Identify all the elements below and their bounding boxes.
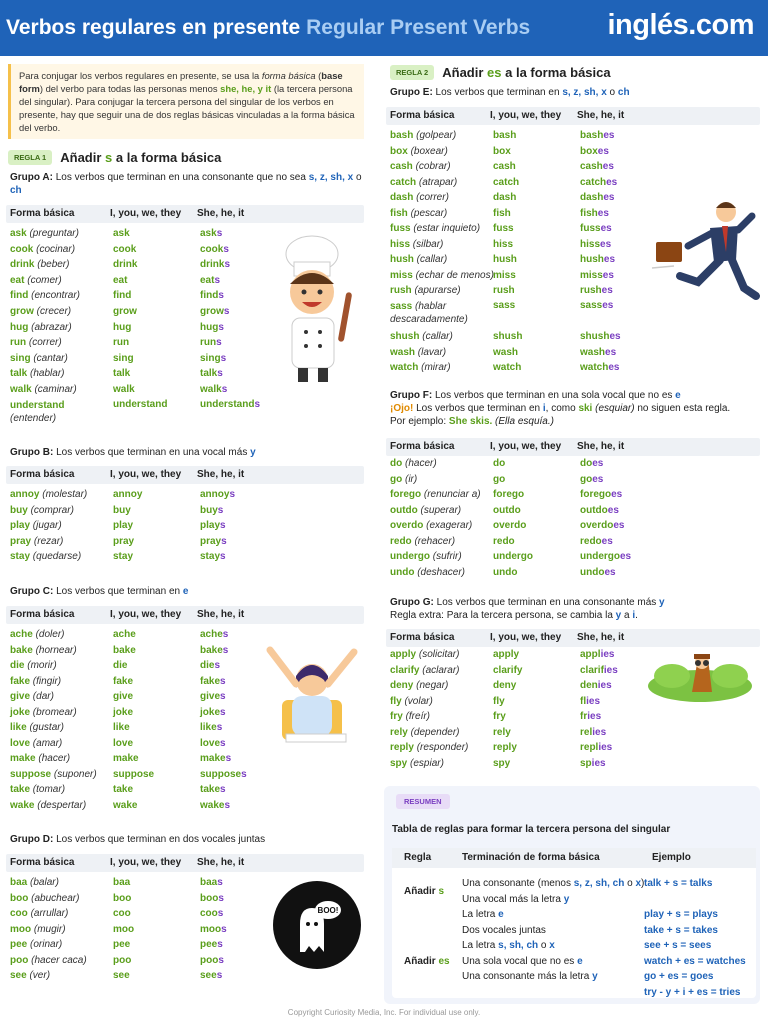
ghost-speech-bubble: BOO!	[317, 906, 339, 915]
table-row: rely (depender) rely relies	[390, 726, 607, 738]
summary-table-header: Regla Terminación de forma básica Ejemplo	[392, 848, 756, 868]
table-row: ask (preguntar) ask asks	[10, 228, 223, 239]
table-row: do (hacer) do does	[390, 458, 604, 469]
summary-endings: Una consonante (menos s, z, sh, ch o x) Una vocal más la letra y La letra e Dos vocales juntas La letra s, sh, ch o x Una sola vocal que no es e Una consonante más la letra y	[462, 878, 645, 982]
summary-badge: RESUMEN	[396, 794, 450, 809]
group-a-description: Grupo A: Los verbos que terminan en una consonante que no sea s, z, sh, x o ch	[10, 172, 362, 196]
group-g-description: Grupo G: Los verbos que terminan en una consonante más y Regla extra: Para la tercera persona, se cambia la y a i.	[390, 597, 665, 621]
group-b-description: Grupo B: Los verbos que terminan en una vocal más y	[10, 447, 256, 458]
group-b-table-header: Forma básica I, you, we, they She, he, it	[6, 466, 364, 484]
summary-rule-es: Añadir es	[404, 956, 450, 967]
table-row: bash (golpear) bash bashes	[390, 130, 615, 141]
table-row: joke (bromear) joke jokes	[10, 706, 226, 718]
table-row: undergo (sufrir) undergo undergoes	[390, 551, 632, 562]
group-e-table-header: Forma básica I, you, we, they She, he, it	[386, 107, 760, 125]
table-row: see (ver) see sees	[10, 970, 223, 981]
table-row: watch (mirar) watch watches	[390, 362, 620, 373]
table-row: undo (deshacer) undo undoes	[390, 566, 616, 578]
table-row: annoy (molestar) annoy annoys	[10, 489, 236, 500]
group-f-table-header: Forma básica I, you, we, they She, he, it	[386, 438, 760, 456]
table-row: spy (espiar) spy spies	[390, 757, 606, 769]
table-row: suppose (suponer) suppose supposes	[10, 768, 247, 780]
group-g-table-header: Forma básica I, you, we, they She, he, it	[386, 629, 760, 647]
table-row: outdo (superar) outdo outdoes	[390, 504, 619, 516]
table-row: deny (negar) deny denies	[390, 680, 612, 691]
table-row: give (dar) give gives	[10, 691, 226, 702]
table-row: hug (abrazar) hug hugs	[10, 321, 224, 333]
table-row: buy (comprar) buy buys	[10, 504, 224, 516]
table-row: sing (cantar) sing sings	[10, 352, 227, 364]
table-row: cash (cobrar) cash cashes	[390, 161, 614, 172]
table-row: fly (volar) fly flies	[390, 695, 601, 707]
group-e-description: Grupo E: Los verbos que terminan en s, z, sh, x o ch	[390, 87, 630, 98]
table-row: drink (beber) drink drinks	[10, 259, 231, 271]
table-row: clarify (aclarar) clarify clarifies	[390, 664, 618, 676]
table-row: hush (callar) hush hushes	[390, 254, 616, 265]
table-row: fake (fingir) fake fakes	[10, 675, 226, 687]
summary-table	[392, 848, 756, 998]
title-spanish: Verbos regulares en presente	[6, 16, 301, 39]
group-f-description: Grupo F: Los verbos que terminan en una sola vocal que no es e ¡Ojo! Los verbos que terminan en i, como ski (esquiar) no siguen esta regla. Por ejemplo: She skis. (Ella esquía.)	[390, 390, 731, 427]
table-row: run (correr) run runs	[10, 337, 222, 349]
table-row: eat (comer) eat eats	[10, 274, 221, 286]
table-row: bake (hornear) bake bakes	[10, 644, 229, 656]
table-row: walk (caminar) walk walks	[10, 384, 228, 395]
table-row: coo (arrullar) coo coos	[10, 908, 224, 919]
title-english: Regular Present Verbs	[306, 16, 531, 39]
summary-rule-s: Añadir s	[404, 886, 445, 897]
table-row: ache (doler) ache aches	[10, 629, 229, 640]
table-row: find (encontrar) find finds	[10, 290, 224, 302]
table-row: cook (cocinar) cook cooks	[10, 243, 229, 255]
table-row: boo (abuchear) boo boos	[10, 892, 224, 904]
table-row: miss (echar de menos) miss misses	[390, 269, 614, 281]
spy-in-bush-illustration	[646, 650, 754, 702]
summary-examples: talk + s = talks play + s = plays take + s = takes see + s = sees watch + es = watches go + es = goes try - y + i + es = tries	[644, 878, 746, 998]
table-row: pee (orinar) pee pees	[10, 939, 223, 950]
table-row: forego (renunciar a) forego foregoes	[390, 489, 623, 500]
table-row: baa (balar) baa baas	[10, 877, 223, 888]
table-row: sass (hablar descaradamente) sass sasses	[390, 300, 614, 325]
running-businessman-illustration	[648, 196, 760, 306]
rule-2-heading: REGLA 2 Añadir es a la forma básica	[390, 65, 611, 80]
group-d-description: Grupo D: Los verbos que terminan en dos vocales juntas	[10, 834, 266, 845]
table-row: apply (solicitar) apply applies	[390, 649, 615, 660]
table-row: stay (quedarse) stay stays	[10, 551, 226, 562]
table-row: die (morir) die dies	[10, 660, 221, 671]
table-row: understand (entender) understand understands	[10, 399, 261, 424]
table-row: hiss (silbar) hiss hisses	[390, 238, 612, 250]
table-row: go (ir) go goes	[390, 473, 604, 485]
table-row: reply (responder) reply replies	[390, 742, 613, 753]
table-row: talk (hablar) talk talks	[10, 368, 223, 380]
group-c-table-header: Forma básica I, you, we, they She, he, it	[6, 606, 364, 624]
table-row: moo (mugir) moo moos	[10, 923, 227, 935]
table-row: fish (pescar) fish fishes	[390, 207, 609, 219]
chef-illustration	[270, 232, 370, 392]
table-row: wake (despertar) wake wakes	[10, 799, 231, 811]
table-row: take (tomar) take takes	[10, 784, 226, 795]
intro-box: Para conjugar los verbos regulares en presente, se usa la forma básica (base form) del verbo para todas las personas menos she, he, y it (la tercera persona del singular). Para conjugar la tercera persona del singular de los verbos en presente, hay que seguir una de dos reglas básicas vinculadas a la forma básica del verbo.	[8, 64, 364, 139]
group-d-table-header: Forma básica I, you, we, they She, he, it	[6, 854, 364, 872]
woman-stretching-illustration	[262, 640, 362, 745]
table-row: rush (apurarse) rush rushes	[390, 285, 613, 296]
table-row: grow (crecer) grow grows	[10, 306, 230, 317]
copyright-footer: Copyright Curiosity Media, Inc. For individual use only.	[287, 1008, 481, 1017]
table-row: wash (lavar) wash washes	[390, 346, 617, 358]
page-header	[0, 0, 768, 56]
table-row: dash (correr) dash dashes	[390, 192, 615, 203]
table-row: box (boxear) box boxes	[390, 145, 609, 157]
table-row: fry (freír) fry fries	[390, 711, 602, 722]
table-row: poo (hacer caca) poo poos	[10, 954, 224, 966]
ghost-illustration	[272, 880, 362, 970]
table-row: redo (rehacer) redo redoes	[390, 535, 613, 547]
table-row: overdo (exagerar) overdo overdoes	[390, 520, 625, 531]
group-a-table-header: Forma básica I, you, we, they She, he, it	[6, 205, 364, 223]
table-row: shush (callar) shush shushes	[390, 331, 621, 342]
table-row: pray (rezar) pray prays	[10, 535, 227, 547]
table-row: make (hacer) make makes	[10, 753, 232, 764]
site-logo[interactable]: inglés.com	[607, 9, 754, 41]
rule-1-heading: REGLA 1 Añadir s a la forma básica	[8, 150, 221, 165]
table-row: play (jugar) play plays	[10, 520, 226, 531]
table-row: fuss (estar inquieto) fuss fusses	[390, 223, 612, 234]
table-row: catch (atrapar) catch catches	[390, 176, 618, 188]
summary-title: Tabla de reglas para formar la tercera persona del singular	[392, 824, 671, 835]
group-c-description: Grupo C: Los verbos que terminan en e	[10, 586, 189, 597]
summary-box	[384, 786, 760, 1004]
table-row: love (amar) love loves	[10, 737, 226, 749]
table-row: like (gustar) like likes	[10, 722, 223, 733]
